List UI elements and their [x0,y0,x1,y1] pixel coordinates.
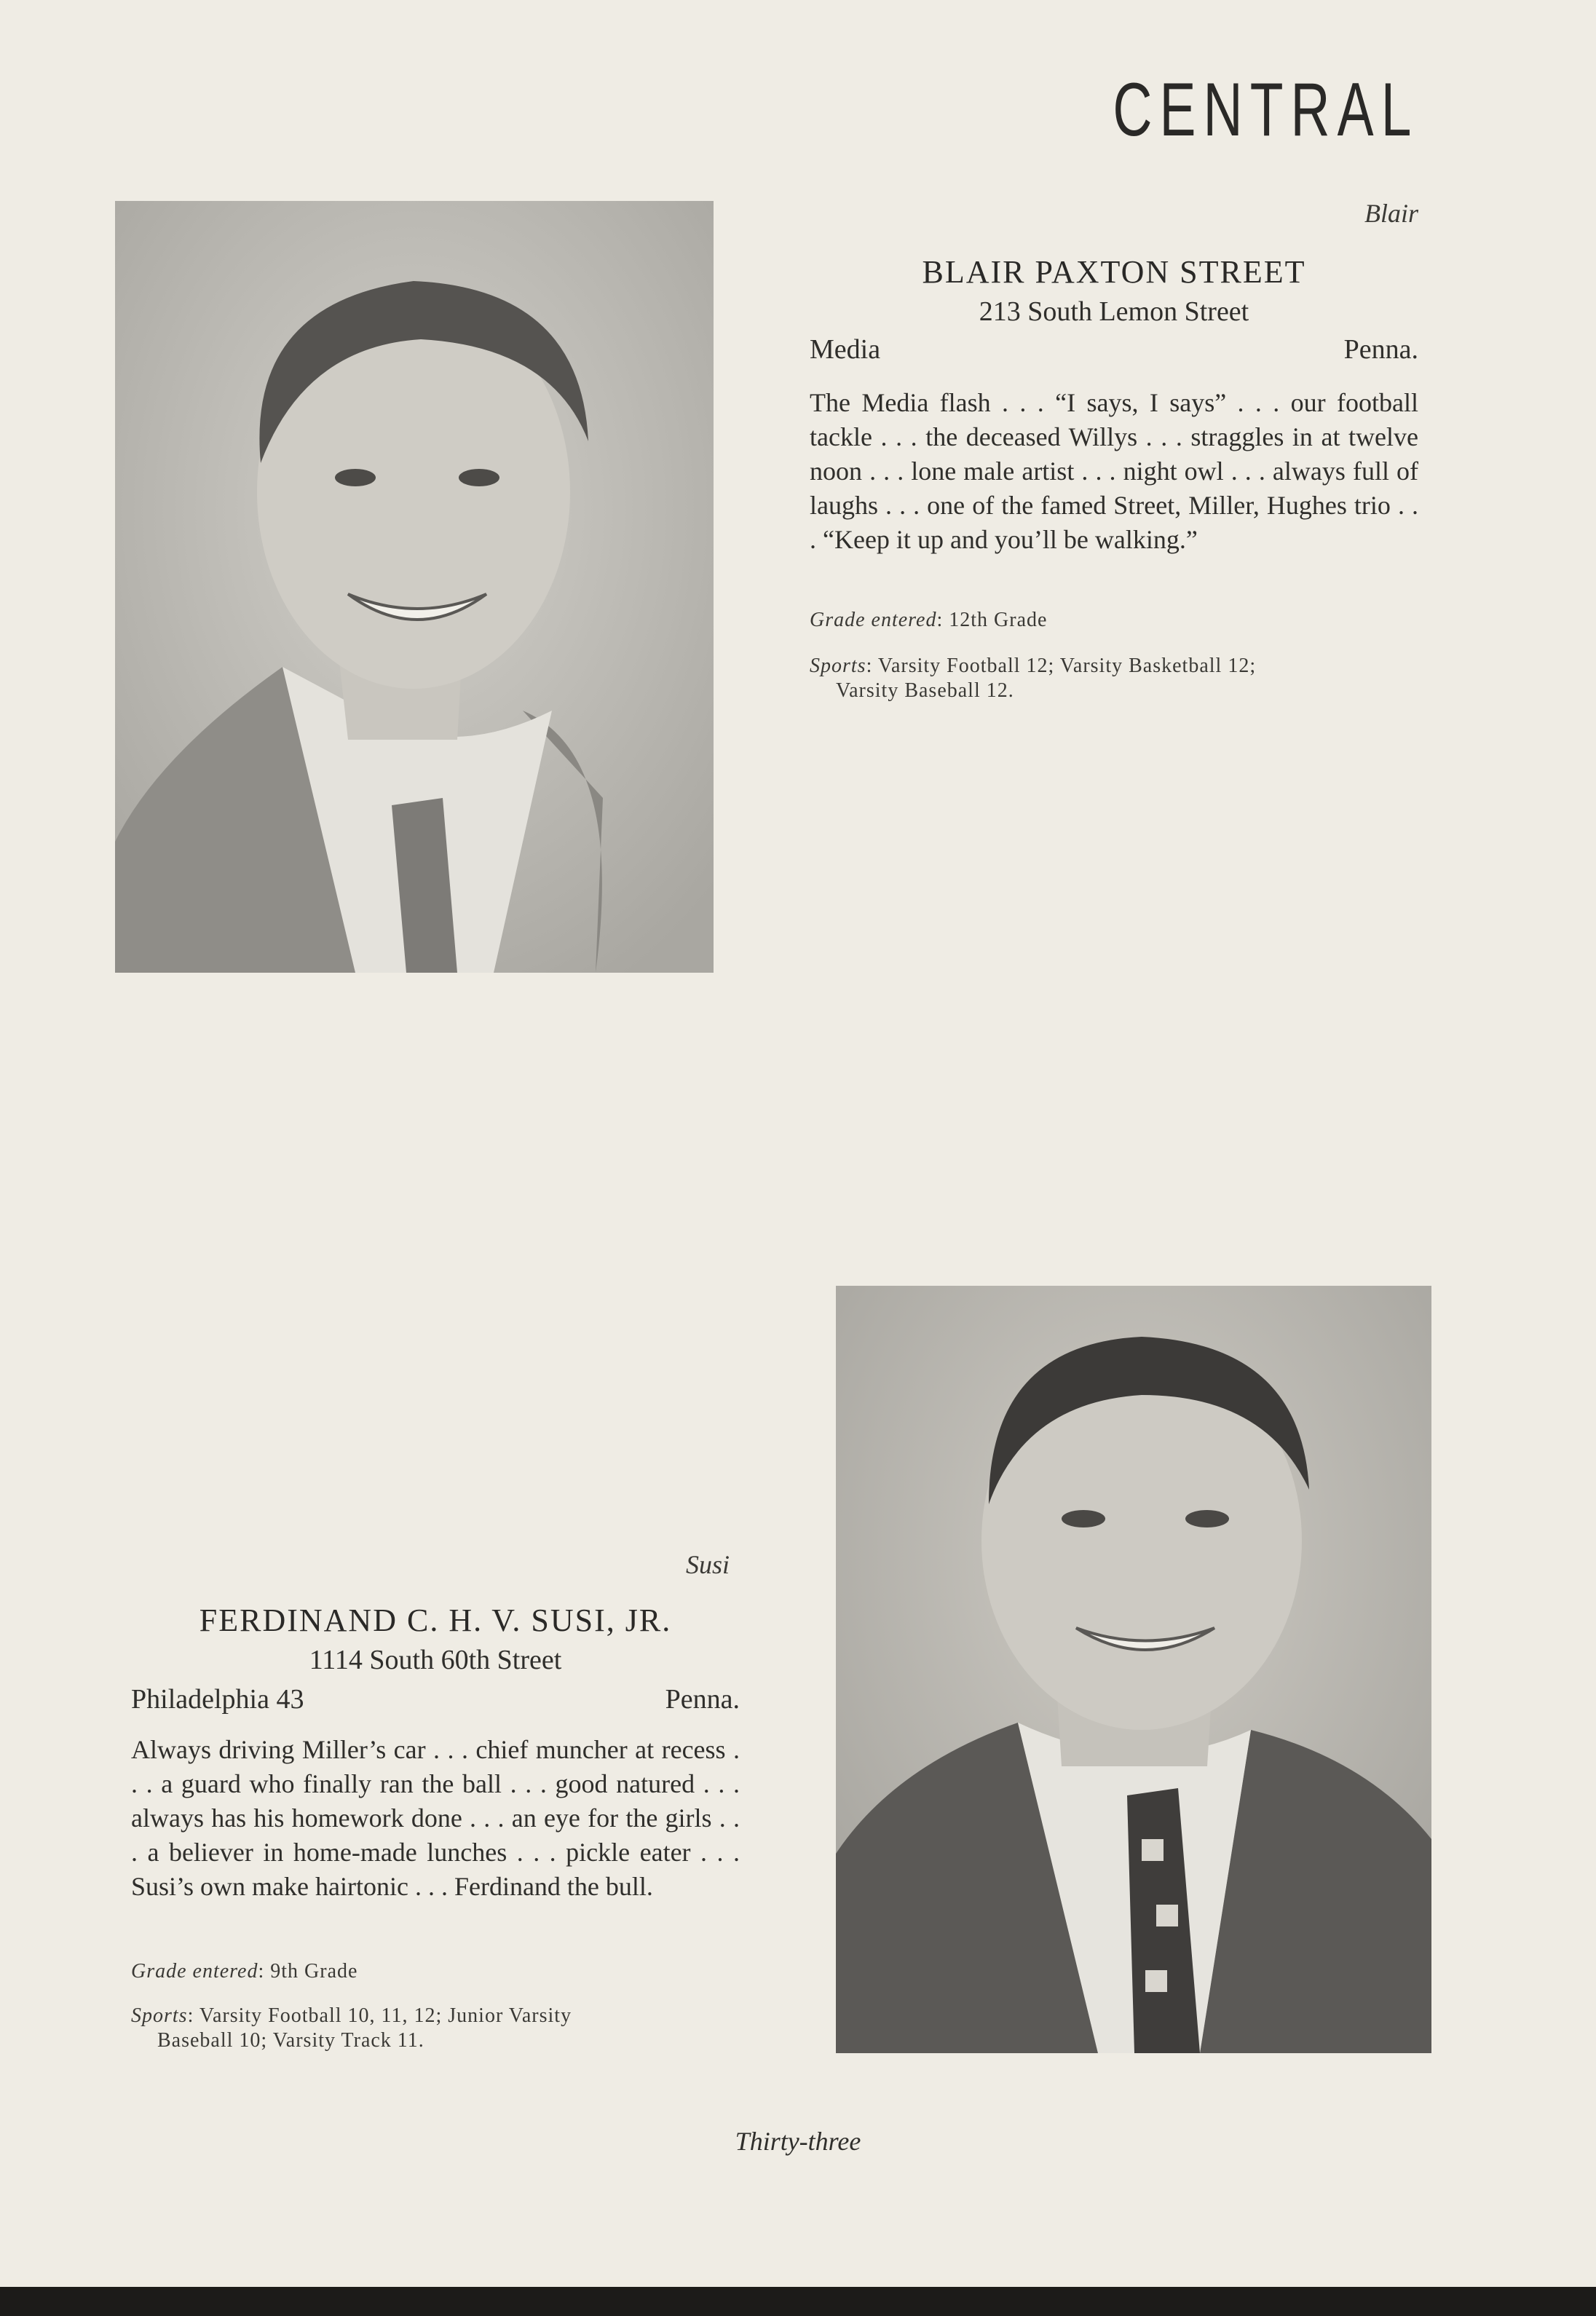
student-name-street: BLAIR PAXTON STREET [922,254,1306,290]
sports-line2-street: Varsity Baseball 12. [836,679,1014,702]
bio-street: The Media flash . . . “I says, I says” . . . our football tackle . . . the deceased Willys . . . straggles in at twelve noon . . . lone male artist . . . night owl . . . always full of laughs . . . one of the famed Street, Miller, Hughes trio . . . “Keep it up and you’ll be walking.” [810,388,1418,554]
nickname-street: Blair [1364,199,1418,228]
page-edge-band [0,2287,1596,2316]
state-street: Penna. [1343,334,1418,365]
city-street: Media [810,334,881,365]
grade-entered-street: Grade entered: 12th Grade [810,609,1048,631]
grade-value-street: 12th Grade [949,609,1048,631]
grade-value-susi: 9th Grade [270,1960,358,1983]
nickname-susi: Susi [686,1550,730,1579]
page-number: Thirty-three [735,2127,861,2156]
sports-label-street: Sports [810,655,866,677]
sports-susi: Sports: Varsity Football 10, 11, 12; Junior Varsity Baseball 10; Varsity Track 11. [131,2004,757,2053]
portrait-photo-susi [836,1286,1431,2053]
city-line-street [810,333,1418,365]
sports-line1-street: Varsity Football 12; Varsity Basketball 12; [877,655,1257,677]
grade-entered-susi: Grade entered: 9th Grade [131,1960,358,1983]
sports-line2-susi: Baseball 10; Varsity Track 11. [157,2029,424,2052]
bio-susi: Always driving Miller’s car . . . chief muncher at recess . . . a guard who finally ran the ball . . . good natured . . . always has his homework done . . . an eye for the girls . . . a believer in home-made lunches . . . pickle eater . . . Susi’s own make hairtonic . . . Ferdinand the bull. [131,1735,740,1901]
portrait-photo-street [115,201,714,973]
student-name-susi: FERDINAND C. H. V. SUSI, JR. [199,1602,672,1638]
grade-label-street: Grade entered [810,609,937,631]
address-susi: 1114 South 60th Street [309,1645,562,1675]
sports-line1-susi: Varsity Football 10, 11, 12; Junior Varsity [199,2004,572,2027]
state-susi: Penna. [665,1684,740,1715]
sports-label-susi: Sports [131,2004,188,2027]
address-street: 213 South Lemon Street [979,296,1249,327]
sports-street: Sports: Varsity Football 12; Varsity Basketball 12; Varsity Baseball 12. [810,654,1436,703]
grade-label-susi: Grade entered [131,1960,258,1983]
city-line-susi [131,1683,740,1715]
page-header: CENTRAL [1112,68,1418,152]
city-susi: Philadelphia 43 [131,1684,304,1715]
